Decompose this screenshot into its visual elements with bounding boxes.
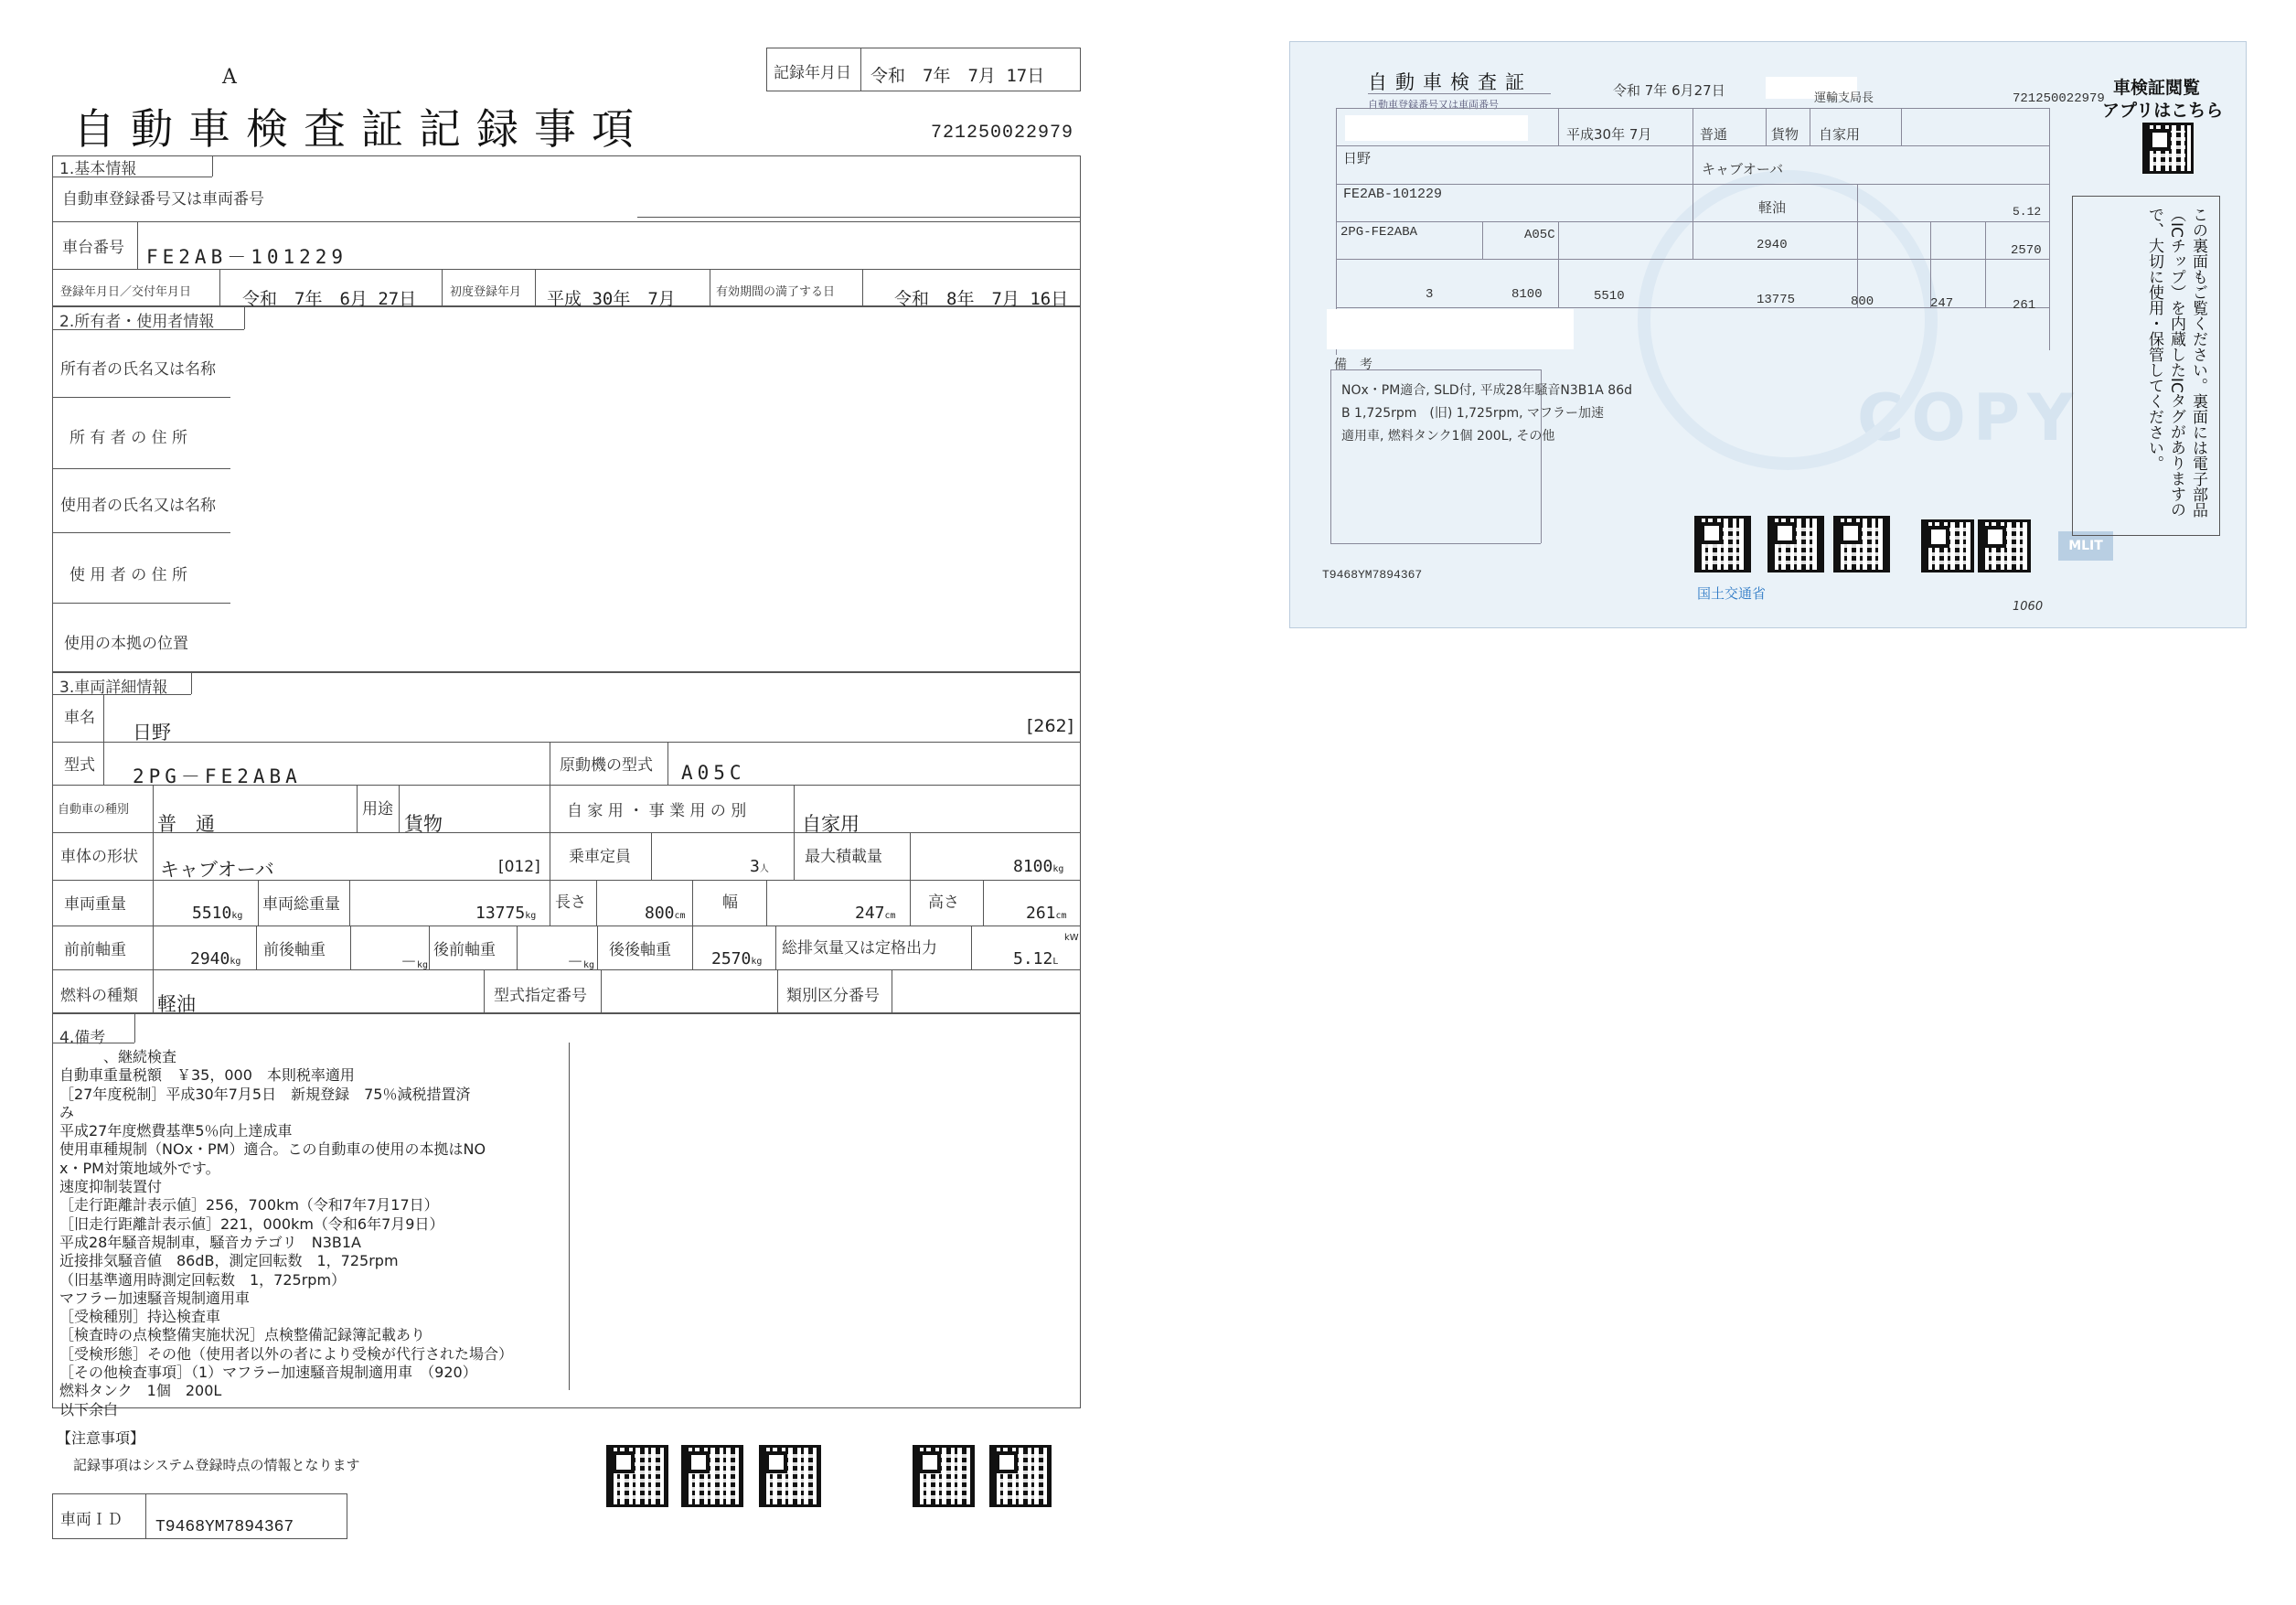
card-reg-label: 自動車登録番号又は車両番号 xyxy=(1368,99,1499,111)
remarks-text: 、継続検査 自動車重量税額 ￥35，000 本則税率適用 ［27年度税制］平成30年7月5日 新規登録 75％減税措置済 み 平成27年度燃費基準5％向上達成車 使用車種規制（NOx・PM）適合。この自動車の使用の本拠はNO x・PM対策地域外です。 速度抑制装置付 ［走行距離計表示値］256，700km（令和7年7月17日） ［旧走行距離計表示値］221，000km（令和6年7月9日） 平成28年騒音規制車，騒音カテゴリ N3B1A 近接排気騒音値 86dB，測定回転数 1，725rpm （旧基準適用時測定回転数 1，725rpm） マフラー加速騒音規制適用車 ［受検種別］持込検査車 ［検査時の点検整備実施状況］点検整備記録簿記載あり ［受検形態］その他（使用者以外の者により受検が代行された場合） ［その他検査事項］（1）マフラー加速騒音規制適用車 （920） 燃料タンク 1個 200L 以下余白 xyxy=(59,1048,514,1418)
type-designation-label: 型式指定番号 xyxy=(494,987,587,1005)
section-1-header: 1.基本情報 xyxy=(59,160,137,178)
max-load-unit: kg xyxy=(1052,864,1064,874)
engine-value: A05C xyxy=(681,762,746,784)
card-ministry: 国土交通省 xyxy=(1697,585,1767,602)
card-qr-4 xyxy=(1921,519,1974,572)
card-ff-axle: 2940 xyxy=(1757,238,1788,252)
card-private: 自家用 xyxy=(1819,126,1861,143)
card-capacity: 3 xyxy=(1426,287,1434,302)
qr-code-1 xyxy=(606,1445,668,1507)
card-qr-3 xyxy=(1833,516,1890,572)
gross-weight-value: 13775 xyxy=(475,904,526,923)
length-value: 800 xyxy=(645,904,675,923)
record-document: A 自動車検査証記録事項 記録年月日 令和 7年 7月 17日 721250022979 1.基本情報 自動車登録番号又は車両番号 車台番号 FE2AB－101229 登録年月日／交付年月日 令和 7年 6月 27日 初度登録年月 平成 30年 7月 有効期間の満了する日 令和 8年 7月 16日 2.所有者・使用者情報 所有者の氏名又は名称 所 有 者 の 住 所 使用者の氏名又は名称 使 用 者 の 住 所 使用の本拠の位置 3.車両詳細情報 車名 日野 [262] 型式 2PG－FE2ABA 原動機の型式 A05C 自動車の種別 普 通 用途 貨物 自 家 用 ・ 事 業 用 の 別 自家用 車体の形状 キャブオーバ [012] 乗車定員 3人 最大積載量 8100kg 車両重量 5510kg 車両総重量 13775kg 長さ 800cm 幅 247cm 高さ 261cm 前前軸重 2940kg 前後軸重 －kg 後前軸重 －kg 後後軸重 2570kg 総排気量又は定格出力 5.12L kW 燃料の種類 軽油 型式指定番号 類別区分番号 4.備考 、継続検査 自動車重量税額 ￥35，000 本則税率適用 ［27年度税制］平成30年7月5日 新規登録 75％減税措置済 み 平成27年度燃費基準5％向上達成車 使用車種規制（NOx・PM）適合。この自動車の使用の本拠はNO x・PM対策地域外です。 速度抑制装置付 ［走行距離計表示値］256，700km（令和7年7月17日） ［旧走行距離計表示値］221，000km（令和6年7月9日） 平成28年騒音規制車，騒音カテゴリ N3B1A 近接排気騒音値 86dB，測定回転数 1，725rpm （旧基準適用時測定回転数 1，725rpm） マフラー加速騒音規制適用車 ［受検種別］持込検査車 ［検査時の点検整備実施状況］点検整備記録簿記載あり ［受検形態］その他（使用者以外の者により受検が代行された場合） ［その他検査事項］（1）マフラー加速騒音規制適用車 （920） 燃料タンク 1個 200L 以下余白 【注意事項】 記録事項はシステム登録時点の情報となります 車両ＩＤ T9468YM7894367 xyxy=(0,0,1143,1605)
maker-code: [262] xyxy=(1027,716,1074,736)
card-date: 令和 7年 6月27日 xyxy=(1613,82,1725,99)
capacity-value: 3 xyxy=(750,857,760,876)
app-link-title-2: アプリはこちら xyxy=(2102,101,2224,121)
card-chassis: FE2AB-101229 xyxy=(1343,187,1443,202)
reg-number-label: 自動車登録番号又は車両番号 xyxy=(62,190,264,209)
max-load-label: 最大積載量 xyxy=(805,848,882,866)
qr-code-2 xyxy=(681,1445,743,1507)
kind-value: 普 通 xyxy=(157,813,215,835)
card-redaction-owner xyxy=(1327,309,1574,349)
expiry-label: 有効期間の満了する日 xyxy=(716,285,836,299)
card-displacement: 5.12 xyxy=(2013,205,2042,219)
weight-value: 5510 xyxy=(192,904,232,923)
height-value: 261 xyxy=(1026,904,1056,923)
user-name-label: 使用者の氏名又は名称 xyxy=(60,497,216,515)
qr-code-3 xyxy=(759,1445,821,1507)
card-body: キャブオーバ xyxy=(1702,161,1784,177)
card-weight: 5510 xyxy=(1594,289,1625,304)
rear-rear-axle-value: 2570 xyxy=(711,949,752,968)
card-remarks-line-2: B 1,725rpm (旧) 1,725rpm, マフラー加速 xyxy=(1341,406,1605,421)
card-qr-2 xyxy=(1767,516,1824,572)
card-remarks-header: 備 考 xyxy=(1334,358,1372,372)
cert-number: 721250022979 xyxy=(931,123,1074,144)
base-location-label: 使用の本拠の位置 xyxy=(64,635,188,653)
record-date-label: 記録年月日 xyxy=(774,64,851,82)
rear-front-axle-value: － xyxy=(567,953,583,972)
section-2-header: 2.所有者・使用者情報 xyxy=(59,313,215,331)
record-date-value: 令和 7年 7月 17日 xyxy=(870,66,1045,86)
maker-value: 日野 xyxy=(133,722,171,744)
card-model: 2PG-FE2ABA xyxy=(1340,225,1418,240)
displacement-value: 5.12 xyxy=(1013,949,1053,968)
document-title: 自動車検査証記録事項 xyxy=(73,104,649,154)
card-remarks-line-3: 適用車, 燃料タンク1個 200L, その他 xyxy=(1341,429,1555,444)
card-vehicle-id: T9468YM7894367 xyxy=(1322,568,1423,582)
front-front-axle-value: 2940 xyxy=(190,949,230,968)
qr-code-5 xyxy=(989,1445,1052,1507)
use-value: 貨物 xyxy=(404,813,443,835)
qr-code-4 xyxy=(913,1445,975,1507)
gross-weight-label: 車両総重量 xyxy=(262,895,340,914)
expiry-value: 令和 8年 7月 16日 xyxy=(894,289,1069,309)
engine-label: 原動機の型式 xyxy=(560,756,653,775)
ic-notice-text: この裏面もご覧ください。裏面には電子部品（ICチップ）を内蔵したICタグがありますので、大切に使用・保管してください。 xyxy=(2145,207,2207,518)
notes-text: 記録事項はシステム登録時点の情報となります xyxy=(73,1457,360,1473)
capacity-label: 乗車定員 xyxy=(569,848,631,866)
first-reg-label: 初度登録年月 xyxy=(450,285,522,299)
card-use: 貨物 xyxy=(1771,126,1799,143)
notes-header: 【注意事項】 xyxy=(57,1429,145,1447)
inspection-certificate-card xyxy=(1289,41,2247,628)
owner-address-label: 所 有 者 の 住 所 xyxy=(69,429,188,447)
displacement-unit-kw: kW xyxy=(1064,933,1079,943)
capacity-unit: 人 xyxy=(759,864,769,874)
copy-watermark: COPY xyxy=(1857,380,2081,455)
app-qr-code[interactable] xyxy=(2142,123,2194,174)
maker-label: 車名 xyxy=(64,709,95,727)
width-value: 247 xyxy=(855,904,885,923)
card-remarks-line-1: NOx・PM適合, SLD付, 平成28年騒音N3B1A 86d xyxy=(1341,383,1633,398)
body-code: [012] xyxy=(498,858,540,876)
section-4-header: 4.備考 xyxy=(59,1029,106,1047)
card-issuer: 運輸支局長 xyxy=(1814,91,1874,105)
card-first-reg: 平成30年 7月 xyxy=(1566,126,1652,143)
private-business-label: 自 家 用 ・ 事 業 用 の 別 xyxy=(567,802,747,820)
rear-front-axle-label: 後前軸重 xyxy=(433,941,496,959)
card-max-load: 8100 xyxy=(1511,287,1543,302)
kind-label: 自動車の種別 xyxy=(58,803,130,817)
class-number-label: 類別区分番号 xyxy=(786,987,880,1005)
card-width: 247 xyxy=(1930,296,1954,311)
chassis-label: 車台番号 xyxy=(62,239,124,257)
chassis-value: FE2AB－101229 xyxy=(146,246,348,268)
fuel-label: 燃料の種類 xyxy=(60,987,138,1005)
fuel-value: 軽油 xyxy=(157,993,196,1015)
width-label: 幅 xyxy=(722,893,738,912)
card-qr-1 xyxy=(1694,516,1751,572)
max-load-value: 8100 xyxy=(1013,857,1053,876)
card-fuel: 軽油 xyxy=(1758,199,1787,216)
displacement-label: 総排気量又は定格出力 xyxy=(782,939,937,958)
vehicle-id-value: T9468YM7894367 xyxy=(155,1518,294,1536)
model-label: 型式 xyxy=(64,756,95,775)
card-maker: 日野 xyxy=(1343,150,1372,166)
front-front-axle-label: 前前軸重 xyxy=(64,941,126,959)
private-business-value: 自家用 xyxy=(802,813,860,835)
card-number: 721250022979 xyxy=(2013,91,2105,106)
reg-date-label: 登録年月日／交付年月日 xyxy=(60,285,192,299)
height-label: 高さ xyxy=(928,893,959,912)
rear-rear-axle-label: 後後軸重 xyxy=(609,941,671,959)
emblem-watermark xyxy=(1638,170,1938,470)
body-value: キャブオーバ xyxy=(160,859,274,881)
card-gross: 13775 xyxy=(1757,293,1796,307)
card-height: 261 xyxy=(2013,298,2036,313)
body-label: 車体の形状 xyxy=(60,848,138,866)
section-basic-info xyxy=(52,155,1081,306)
model-value: 2PG－FE2ABA xyxy=(133,765,302,787)
front-rear-axle-value: － xyxy=(400,953,417,972)
front-rear-axle-label: 前後軸重 xyxy=(263,941,326,959)
section-3-header: 3.車両詳細情報 xyxy=(59,679,168,697)
use-label: 用途 xyxy=(362,800,393,819)
card-title: 自動車検査証 xyxy=(1368,71,1532,93)
card-rr-axle: 2570 xyxy=(2011,243,2042,258)
card-serial: 1060 xyxy=(2013,600,2044,614)
length-label: 長さ xyxy=(555,893,586,912)
user-address-label: 使 用 者 の 住 所 xyxy=(69,566,188,584)
first-reg-value: 平成 30年 7月 xyxy=(547,289,676,309)
card-length: 800 xyxy=(1851,294,1874,309)
weight-label: 車両重量 xyxy=(64,895,126,914)
reg-date-value: 令和 7年 6月 27日 xyxy=(242,289,417,309)
owner-name-label: 所有者の氏名又は名称 xyxy=(60,360,216,379)
mlit-logo: MLIT xyxy=(2058,531,2113,561)
card-redaction-regno xyxy=(1345,115,1528,141)
vehicle-id-label: 車両ＩＤ xyxy=(60,1511,123,1529)
app-link-title-1: 車検証閲覧 xyxy=(2113,78,2201,98)
card-engine: A05C xyxy=(1524,228,1555,242)
card-kind: 普通 xyxy=(1700,126,1728,143)
card-qr-5 xyxy=(1978,519,2031,572)
corner-letter: A xyxy=(222,66,237,89)
